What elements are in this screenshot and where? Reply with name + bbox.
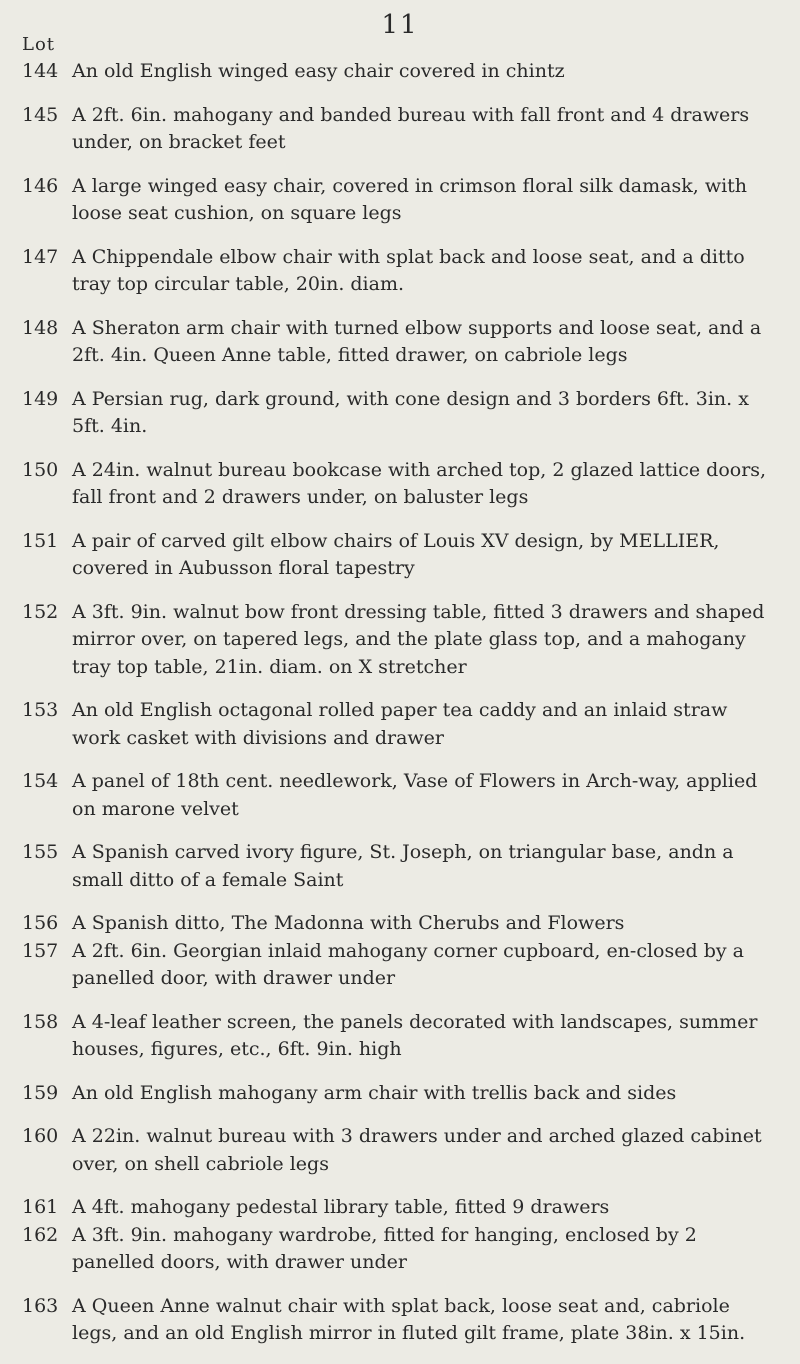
lot-number: 146	[22, 174, 59, 197]
lot-entry	[0, 102, 800, 157]
lot-description: A 3ft. 9in. mahogany wardrobe, fitted for hanging, enclosed by 2 panelled doors, with drawer under	[72, 1223, 697, 1273]
lot-number: 147	[22, 245, 59, 268]
lot-number: 151	[22, 529, 59, 552]
lot-column-header: Lot	[22, 34, 56, 55]
lot-description: A 3ft. 9in. walnut bow front dressing table, fitted 3 drawers and shaped mirror over, on tapered legs, and the plate glass top, and a mahogany tray top table, 21in. diam. on X stretcher	[72, 600, 765, 678]
lot-entry	[0, 1194, 800, 1222]
lot-description: A 22in. walnut bureau with 3 drawers under and arched glazed cabinet over, on shell cabriole legs	[72, 1125, 762, 1175]
lot-description: A Spanish ditto, The Madonna with Cherubs and Flowers	[72, 912, 625, 934]
lot-description: A Chippendale elbow chair with splat back and loose seat, and a ditto tray top circular table, 20in. diam.	[72, 245, 745, 295]
lot-entry	[0, 910, 800, 938]
lot-entry	[0, 457, 800, 512]
lot-number: 150	[22, 458, 59, 481]
lot-description: A 4-leaf leather screen, the panels decorated with landscapes, summer houses, figures, etc., 6ft. 9in. high	[72, 1010, 758, 1060]
lot-number: 156	[22, 912, 59, 934]
lot-description: A large winged easy chair, covered in crimson floral silk damask, with loose seat cushion, on square legs	[72, 174, 748, 224]
lot-number: 161	[22, 1196, 59, 1218]
lot-number: 157	[22, 939, 59, 962]
lot-number: 158	[22, 1010, 59, 1033]
lot-number: 155	[22, 841, 59, 863]
lot-entry	[0, 1009, 800, 1064]
lot-number: 148	[22, 316, 59, 339]
lot-entry	[0, 173, 800, 228]
lot-entry	[0, 386, 800, 441]
lot-description: A 2ft. 6in. mahogany and banded bureau with fall front and 4 drawers under, on bracket feet	[72, 103, 750, 153]
lot-entry	[0, 938, 800, 993]
lot-entry	[0, 58, 800, 86]
lot-entry	[0, 528, 800, 583]
lot-entry	[0, 768, 800, 823]
lot-description: A Queen Anne walnut chair with splat back, loose seat and, cabriole legs, and an old English mirror in fluted gilt frame, plate 38in. x 15in.	[72, 1294, 746, 1344]
lot-number: 144	[22, 60, 59, 82]
lot-description: An old English mahogany arm chair with trellis back and sides	[72, 1081, 677, 1104]
lot-description: A panel of 18th cent. needlework, Vase of Flowers in Arch-way, applied on marone velvet	[72, 770, 758, 820]
lot-entry	[0, 697, 800, 752]
lot-entry	[0, 315, 800, 370]
lot-number: 163	[22, 1294, 59, 1317]
lot-entry	[0, 839, 800, 894]
lot-entry	[0, 1293, 800, 1348]
lot-entry	[0, 599, 800, 682]
lot-entry	[0, 244, 800, 299]
lot-description: A Spanish carved ivory figure, St. Joseph, on triangular base, andn a small ditto of a female Saint	[72, 841, 734, 891]
lot-number: 153	[22, 699, 59, 721]
lot-number: 162	[22, 1223, 59, 1246]
lot-number: 145	[22, 103, 59, 126]
lot-number: 149	[22, 387, 59, 410]
lot-list	[0, 58, 800, 1364]
lot-number: 154	[22, 770, 59, 792]
lot-entry	[0, 1080, 800, 1108]
lot-description: A Persian rug, dark ground, with cone design and 3 borders 6ft. 3in. x 5ft. 4in.	[72, 387, 749, 437]
lot-number: 152	[22, 600, 59, 623]
lot-description: A Sheraton arm chair with turned elbow supports and loose seat, and a 2ft. 4in. Queen Anne table, fitted drawer, on cabriole legs	[72, 316, 762, 366]
page-number: 11	[381, 10, 419, 40]
lot-description: A 24in. walnut bureau bookcase with arched top, 2 glazed lattice doors, fall front and 2 drawers under, on baluster legs	[72, 458, 767, 508]
lot-entry	[0, 1222, 800, 1277]
lot-entry	[0, 1123, 800, 1178]
lot-number: 160	[22, 1125, 59, 1147]
lot-description: A 2ft. 6in. Georgian inlaid mahogany corner cupboard, en-closed by a panelled door, with drawer under	[72, 939, 744, 989]
lot-number: 159	[22, 1081, 59, 1104]
lot-description: An old English octagonal rolled paper tea caddy and an inlaid straw work casket with divisions and drawer	[72, 699, 728, 749]
lot-description: A 4ft. mahogany pedestal library table, fitted 9 drawers	[72, 1196, 610, 1218]
lot-description: An old English winged easy chair covered in chintz	[72, 60, 565, 82]
lot-description: A pair of carved gilt elbow chairs of Louis XV design, by MELLIER, covered in Aubusson floral tapestry	[72, 529, 720, 579]
